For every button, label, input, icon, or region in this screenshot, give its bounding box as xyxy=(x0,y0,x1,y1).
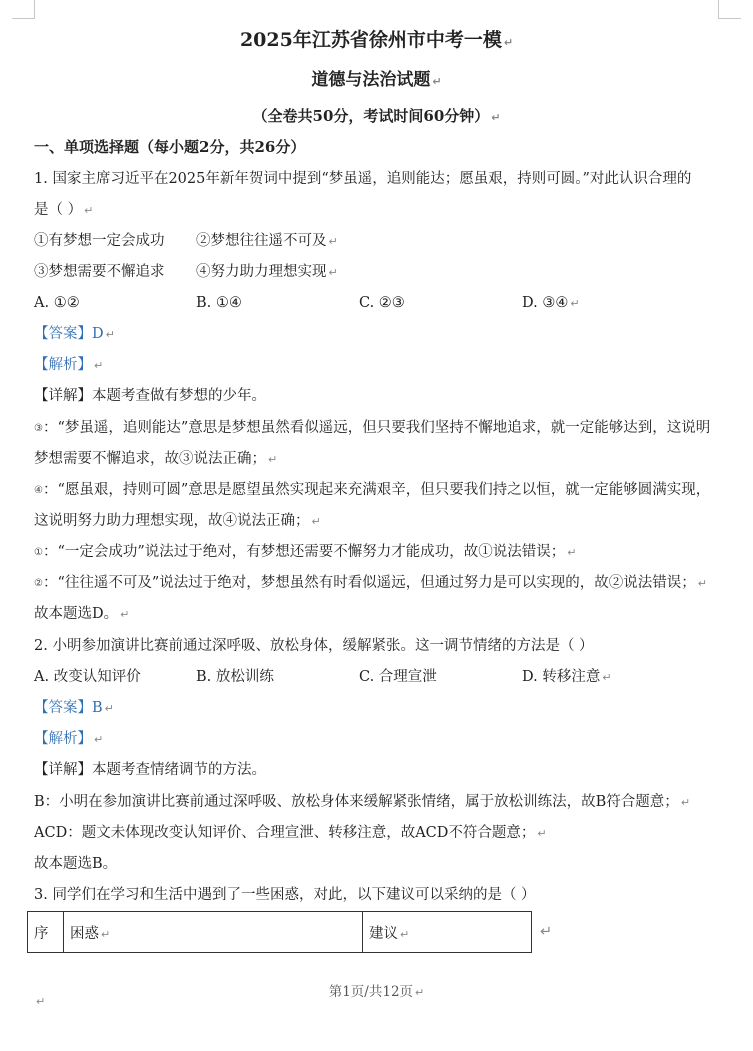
exam-subject: 道德与法治试题 ↵ xyxy=(311,70,442,90)
page-corner-mark-left xyxy=(12,0,35,19)
q2-answer: 【答案】B ↵ xyxy=(34,700,114,716)
q2-conclusion: 故本题选B。 xyxy=(34,856,118,872)
q2-explanation-1: B：小明在参加演讲比赛前通过深呼吸、放松身体来缓解紧张情绪，属于放松训练法，故B符合题意； ↵ xyxy=(34,794,691,810)
q1-conclusion: 故本题选D。 ↵ xyxy=(34,606,130,622)
exam-note: （全卷共50分，考试时间60分钟） ↵ xyxy=(252,107,501,125)
page-corner-mark-right xyxy=(718,0,741,19)
q1-explanation-4: ②：“往往遥不可及”说法过于绝对，梦想虽然有时看似遥远，但通过努力是可以实现的，故②说法错误； ↵ xyxy=(34,575,708,591)
q1-explanation-1: ③：“梦虽遥，追则能达”意思是梦想虽然看似遥远，但只要我们坚持不懈地追求，就一定能够达到，这说明 xyxy=(34,420,711,436)
table-row xyxy=(28,912,532,953)
q3-stem: 3. 同学们在学习和生活中遇到了一些困惑，对此，以下建议可以采纳的是（ ） xyxy=(34,887,536,903)
table-row-end-mark: ↵ xyxy=(540,924,553,940)
q2-analysis-label: 【解析】 ↵ xyxy=(34,731,104,747)
q1-explanation-1-cont: 梦想需要不懈追求，故③说法正确； ↵ xyxy=(34,451,278,467)
q2-detail: 【详解】本题考查情绪调节的方法。 xyxy=(34,762,266,778)
q1-option-b: B. ①④ xyxy=(196,295,242,311)
q1-explanation-3: ①：“一定会成功”说法过于绝对，有梦想还需要不懈努力才能成功，故①说法错误； ↵ xyxy=(34,544,577,560)
q2-option-b: B. 放松训练 xyxy=(196,669,274,685)
q1-analysis-label: 【解析】 ↵ xyxy=(34,357,104,373)
q1-option-c: C. ②③ xyxy=(359,295,405,311)
exam-title: 2025年江苏省徐州市中考一模 ↵ xyxy=(239,29,514,51)
q1-stem-line1: 1. 国家主席习近平在2025年新年贺词中提到“梦虽遥，追则能达；愿虽艰，持则可圆。”对此认识合理的 xyxy=(34,171,692,187)
q1-explanation-2: ④：“愿虽艰，持则可圆”意思是愿望虽然实现起来充满艰辛，但只要我们持之以恒，就一定能够圆满实现， xyxy=(34,482,711,498)
q2-option-a: A. 改变认知评价 xyxy=(34,669,141,685)
q1-item-1: ①有梦想一定会成功 xyxy=(34,233,165,249)
section-heading: 一、单项选择题（每小题2分，共26分） xyxy=(34,138,306,156)
q1-option-a: A. ①② xyxy=(34,295,80,311)
q2-option-c: C. 合理宣泄 xyxy=(359,669,437,685)
q1-item-4: ④努力助力理想实现 ↵ xyxy=(196,264,338,280)
q1-detail: 【详解】本题考查做有梦想的少年。 xyxy=(34,388,266,404)
table-header-cell: 建议 ↵ xyxy=(363,912,532,953)
page-footer: 第1页/共12页 ↵ xyxy=(328,984,425,1000)
q1-item-3: ③梦想需要不懈追求 xyxy=(34,264,165,280)
q2-explanation-2: ACD：题文未体现改变认知评价、合理宣泄、转移注意，故ACD不符合题意； ↵ xyxy=(34,825,547,841)
table-header-cell: 困惑 ↵ xyxy=(64,912,363,953)
q1-stem-line2: 是（ ） ↵ xyxy=(34,202,94,218)
table-header-cell: 序 xyxy=(28,912,64,953)
q3-table xyxy=(27,911,532,953)
q1-item-2: ②梦想往往遥不可及 ↵ xyxy=(196,233,338,249)
q2-stem: 2. 小明参加演讲比赛前通过深呼吸、放松身体，缓解紧张。这一调节情绪的方法是（ ） xyxy=(34,638,594,654)
q1-option-d: D. ③④ ↵ xyxy=(522,295,580,311)
q1-answer: 【答案】D ↵ xyxy=(34,326,115,342)
q1-explanation-2-cont: 这说明努力助力理想实现，故④说法正确； ↵ xyxy=(34,513,321,529)
q2-option-d: D. 转移注意 ↵ xyxy=(522,669,612,685)
paragraph-end-mark: ↵ xyxy=(36,995,46,1008)
